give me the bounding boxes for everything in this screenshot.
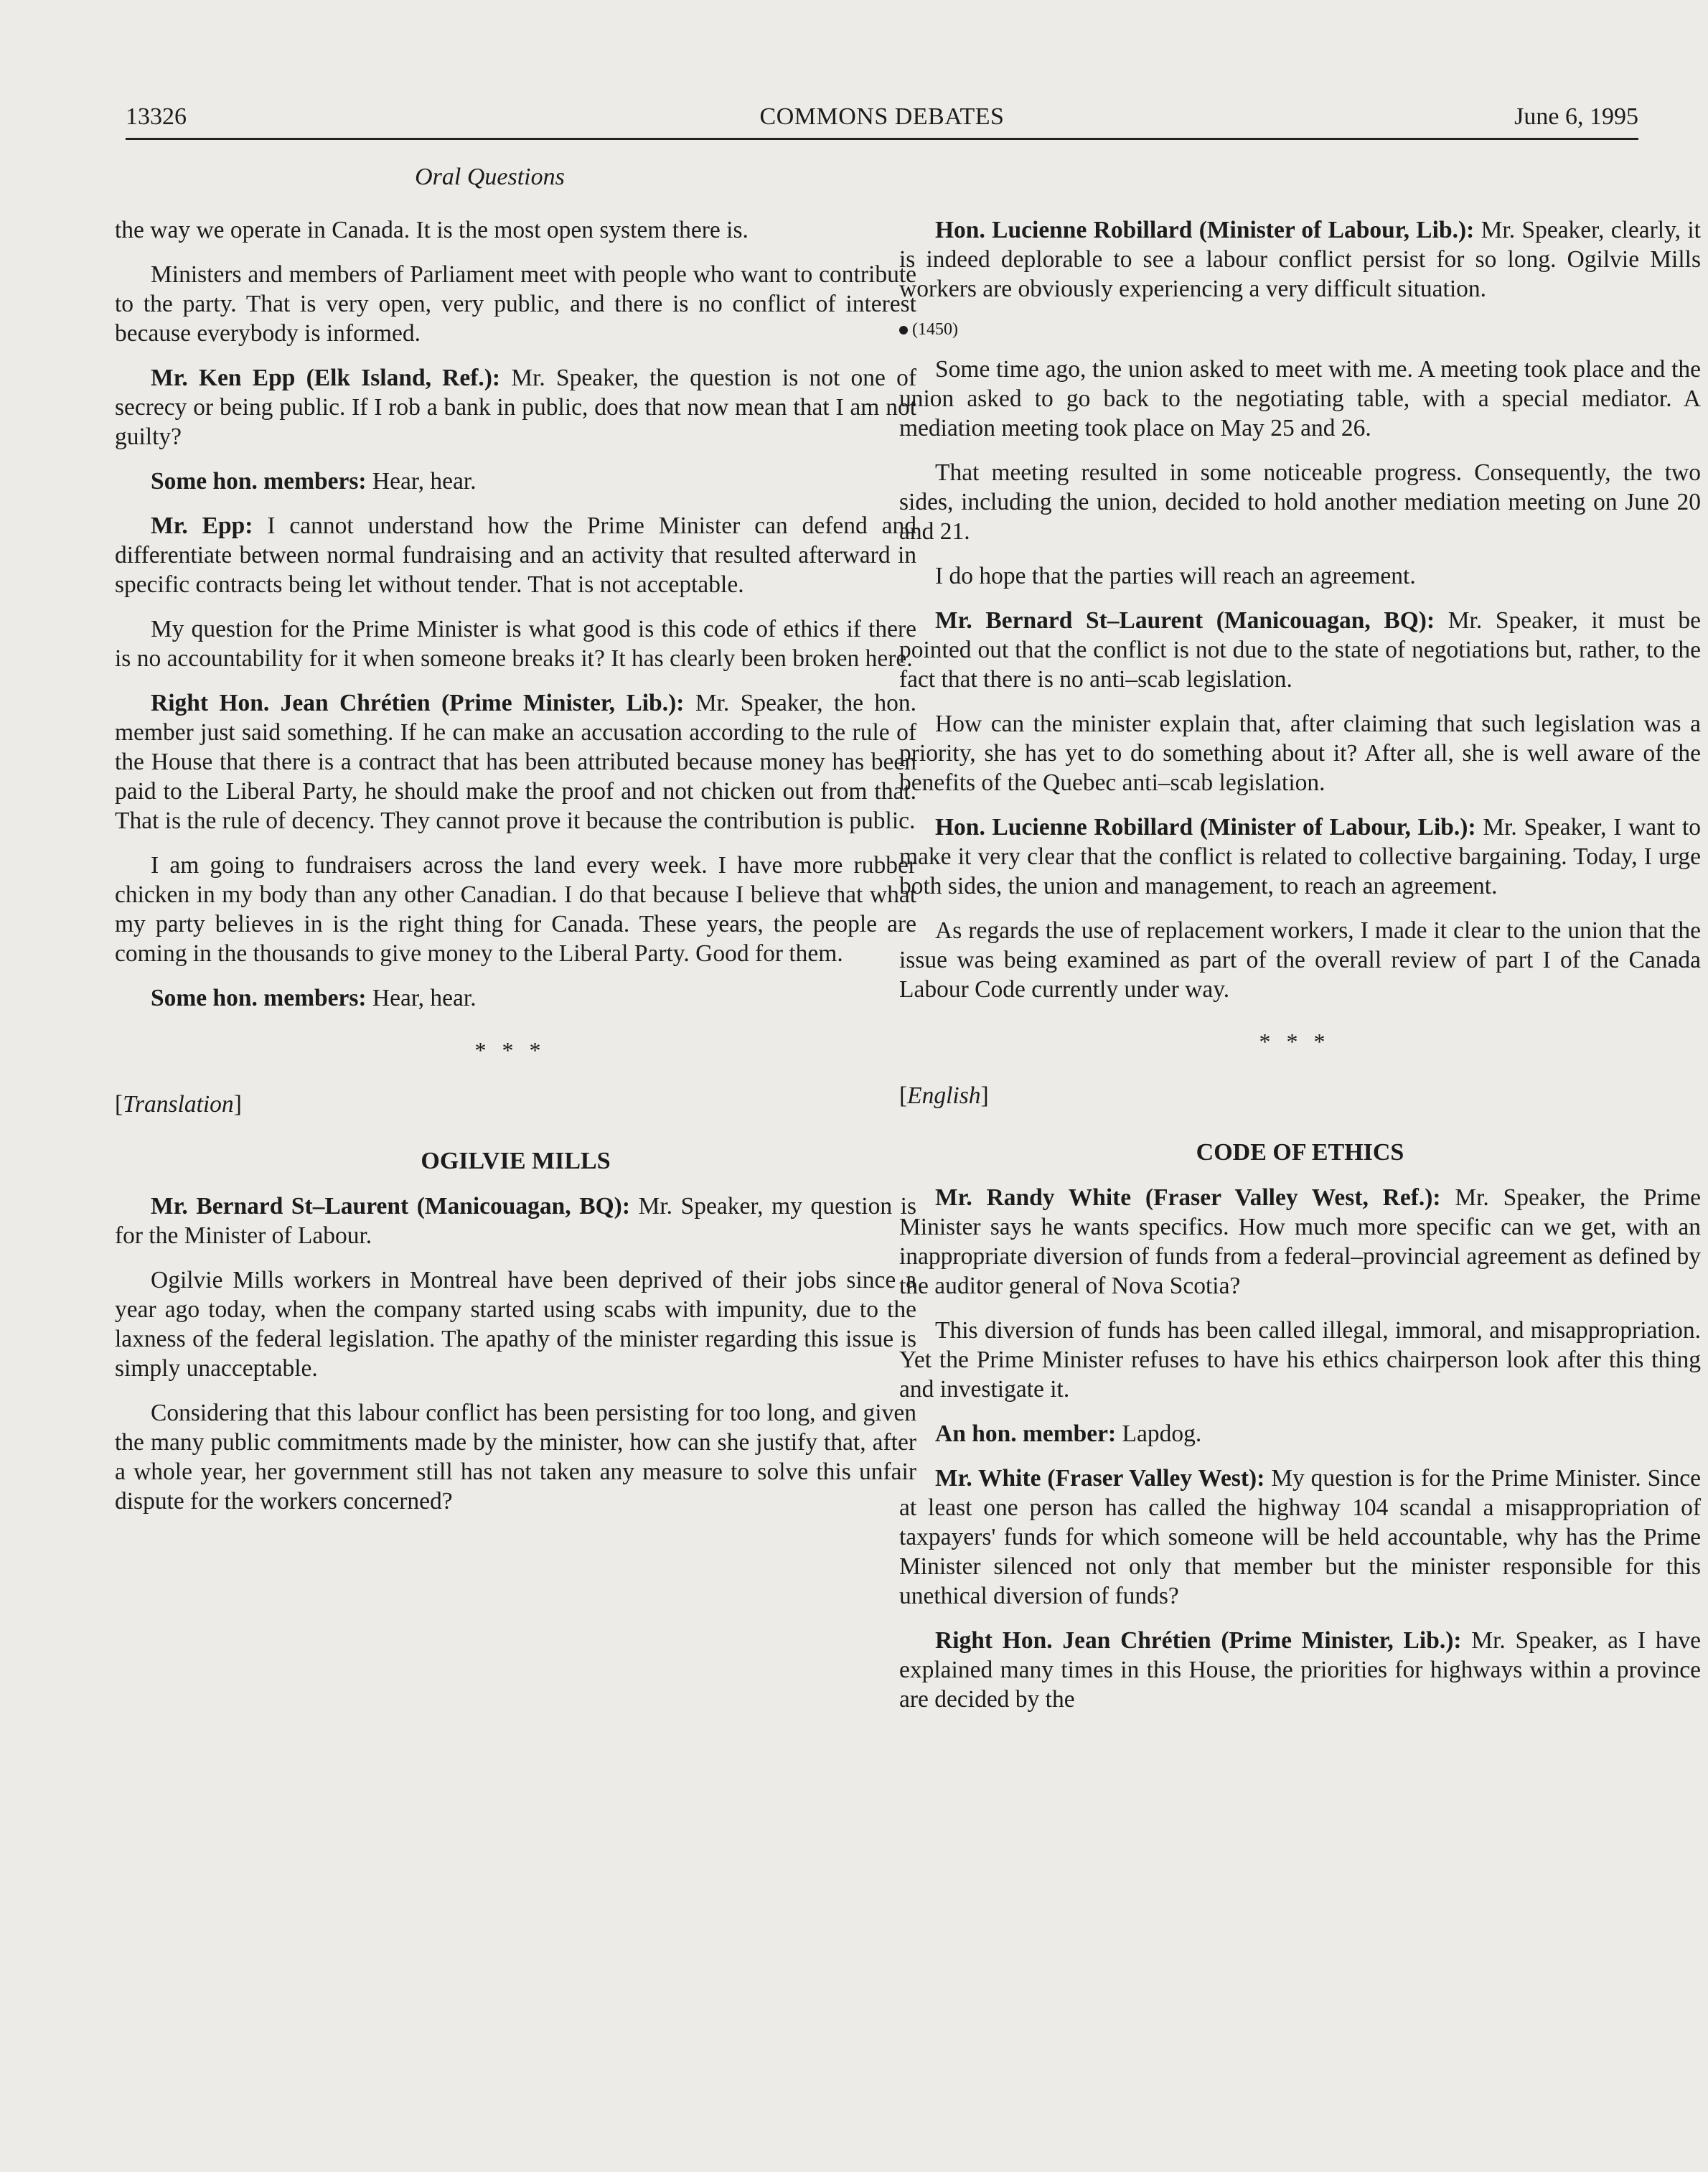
speech: [899, 813, 1701, 901]
speech-text: Mr. Speaker, clearly, it is indeed deplorable to see a labour conflict persist for so long. Ogilvie Mills workers are obviously experiencing a very difficult situation.: [899, 217, 1701, 302]
language-marker: [English]: [899, 1082, 989, 1109]
speaker-name: Mr. White (Fraser Valley West):: [935, 1465, 1265, 1492]
speaker-name: Mr. Epp:: [151, 512, 253, 539]
speech-text: Mr. Speaker, the hon. member just said something. If he can make an accusation according to the rule of the House that there is a contract that has been attributed because money has been paid to the Liberal Party, he should make the proof and not chicken out from that. That is the rule of decency. They cannot prove it because the contribution is public.: [115, 690, 916, 834]
speech-text: Lapdog.: [1116, 1420, 1202, 1447]
speaker-name: Some hon. members:: [151, 985, 367, 1011]
speaker-name: Hon. Lucienne Robillard (Minister of Labour, Lib.):: [935, 217, 1475, 243]
paragraph: How can the minister explain that, after claiming that such legislation was a priority, she has yet to do something about it? After all, she is well aware of the benefits of the Quebec anti–scab legislation.: [899, 711, 1701, 796]
section-separator: ***: [474, 1037, 557, 1063]
speech: [115, 363, 916, 451]
publication-date: June 6, 1995: [1514, 103, 1638, 130]
publication-title: COMMONS DEBATES: [759, 103, 1005, 130]
paragraph: Ministers and members of Parliament meet with people who want to contribute to the party. That is very open, very public, and there is no conflict of interest because everybody is informed.: [115, 261, 916, 347]
speech-text: Hear, hear.: [366, 985, 477, 1011]
speech-text: Mr. Speaker, as I have explained many times in this House, the priorities for highways within a province are decided by the: [899, 1627, 1701, 1713]
speaker-name: Right Hon. Jean Chrétien (Prime Minister, Lib.):: [935, 1627, 1462, 1654]
language-label: Translation: [123, 1091, 234, 1118]
bullet-icon: [899, 326, 908, 334]
speech-text: Mr. Speaker, my question is for the Minister of Labour.: [115, 1193, 916, 1249]
speaker-name: Mr. Bernard St–Laurent (Manicouagan, BQ):: [935, 607, 1435, 634]
speech-text: My question is for the Prime Minister. Since at least one person has called the highway 104 scandal a misappropriation of taxpayers' funds for which someone will be held accountable, why has the Prime Minister silenced not only that member but the minister responsible for this unethical diversion of funds?: [899, 1465, 1702, 1609]
paragraph: As regards the use of replacement workers, I made it clear to the union that the issue was being examined as part of the overall review of part I of the Canada Labour Code currently under way.: [899, 917, 1701, 1003]
speech: [115, 983, 916, 1013]
section-separator: ***: [1259, 1029, 1341, 1054]
paragraph: That meeting resulted in some noticeable progress. Consequently, the two sides, including the union, decided to hold another mediation meeting on June 20 and 21.: [899, 459, 1701, 545]
speaker-name: Some hon. members:: [151, 468, 367, 495]
speech-text: Mr. Speaker, the Prime Minister says he wants specifics. How much more specific can we get, with an inappropriate diversion of funds from a federal–provincial agreement as defined by the auditor general of Nova Scotia?: [899, 1184, 1702, 1299]
speech: [899, 606, 1701, 694]
speech: [899, 1419, 1701, 1448]
speaker-name: Hon. Lucienne Robillard (Minister of Labour, Lib.):: [935, 814, 1476, 841]
speech-text: I cannot understand how the Prime Minister can defend and differentiate between normal fundraising and an activity that resulted afterward in specific contracts being let without tender. That is not acceptable.: [115, 512, 916, 598]
right-column: [899, 215, 1701, 1729]
speech: [899, 1183, 1701, 1301]
language-marker: [Translation]: [115, 1091, 242, 1118]
speech-text: Mr. Speaker, the question is not one of secrecy or being public. If I rob a bank in public, does that now mean that I am not guilty?: [115, 365, 916, 450]
section-heading: OGILVIE MILLS: [421, 1148, 611, 1174]
section-heading: CODE OF ETHICS: [1196, 1139, 1404, 1166]
page-number: 13326: [126, 103, 187, 130]
speech: [899, 215, 1701, 304]
speech: [899, 1626, 1701, 1714]
speaker-name: Mr. Ken Epp (Elk Island, Ref.):: [151, 365, 501, 391]
paragraph: My question for the Prime Minister is what good is this code of ethics if there is no accountability for it when someone breaks it? It has clearly been broken here.: [115, 616, 916, 672]
speech: [115, 688, 916, 835]
paragraph: I do hope that the parties will reach an agreement.: [935, 563, 1416, 589]
left-column: [115, 215, 916, 1531]
speaker-name: Mr. Bernard St–Laurent (Manicouagan, BQ):: [151, 1193, 630, 1220]
speech-text: Mr. Speaker, it must be pointed out that the conflict is not due to the state of negotiations but, rather, to the fact that there is no anti–scab legislation.: [899, 607, 1701, 693]
paragraph: Some time ago, the union asked to meet with me. A meeting took place and the union asked to go back to the negotiating table, with a special mediator. A mediation meeting took place on May 25 and 26.: [899, 356, 1701, 441]
running-head: Oral Questions: [415, 164, 565, 190]
language-label: English: [907, 1082, 981, 1109]
speaker-name: Mr. Randy White (Fraser Valley West, Ref.):: [935, 1184, 1441, 1211]
paragraph: This diversion of funds has been called illegal, immoral, and misappropriation. Yet the Prime Minister refuses to have his ethics chairperson look after this thing and investigate it.: [899, 1317, 1701, 1403]
speaker-name: Right Hon. Jean Chrétien (Prime Minister, Lib.):: [151, 690, 685, 716]
speech-text: Hear, hear.: [366, 468, 477, 495]
speaker-name: An hon. member:: [935, 1420, 1117, 1447]
paragraph: I am going to fundraisers across the land every week. I have more rubber chicken in my body than any other Canadian. I do that because I believe that what my party believes in is the right thing for Canada. These years, the people are coming in the thousands to give money to the Liberal Party. Good for them.: [115, 852, 916, 967]
paragraph: Ogilvie Mills workers in Montreal have been deprived of their jobs since a year ago today, when the company started using scabs with impunity, due to the laxness of the federal legislation. The apathy of the minister regarding this issue is simply unacceptable.: [115, 1267, 916, 1382]
speech: [115, 511, 916, 599]
speech: [899, 1464, 1701, 1611]
time-marker-text: (1450): [912, 320, 958, 339]
speech: [115, 467, 916, 496]
time-marker: [899, 319, 1701, 340]
speech-text: Mr. Speaker, I want to make it very clear that the conflict is related to collective bargaining. Today, I urge both sides, the union and management, to reach an agreement.: [899, 814, 1701, 899]
paragraph: the way we operate in Canada. It is the most open system there is.: [115, 217, 749, 243]
paragraph: Considering that this labour conflict has been persisting for too long, and given the many public commitments made by the minister, how can she justify that, after a whole year, her government still has not taken any measure to solve this unfair dispute for the workers concerned?: [115, 1400, 916, 1515]
speech: [115, 1192, 916, 1250]
page-header: [126, 92, 1638, 140]
